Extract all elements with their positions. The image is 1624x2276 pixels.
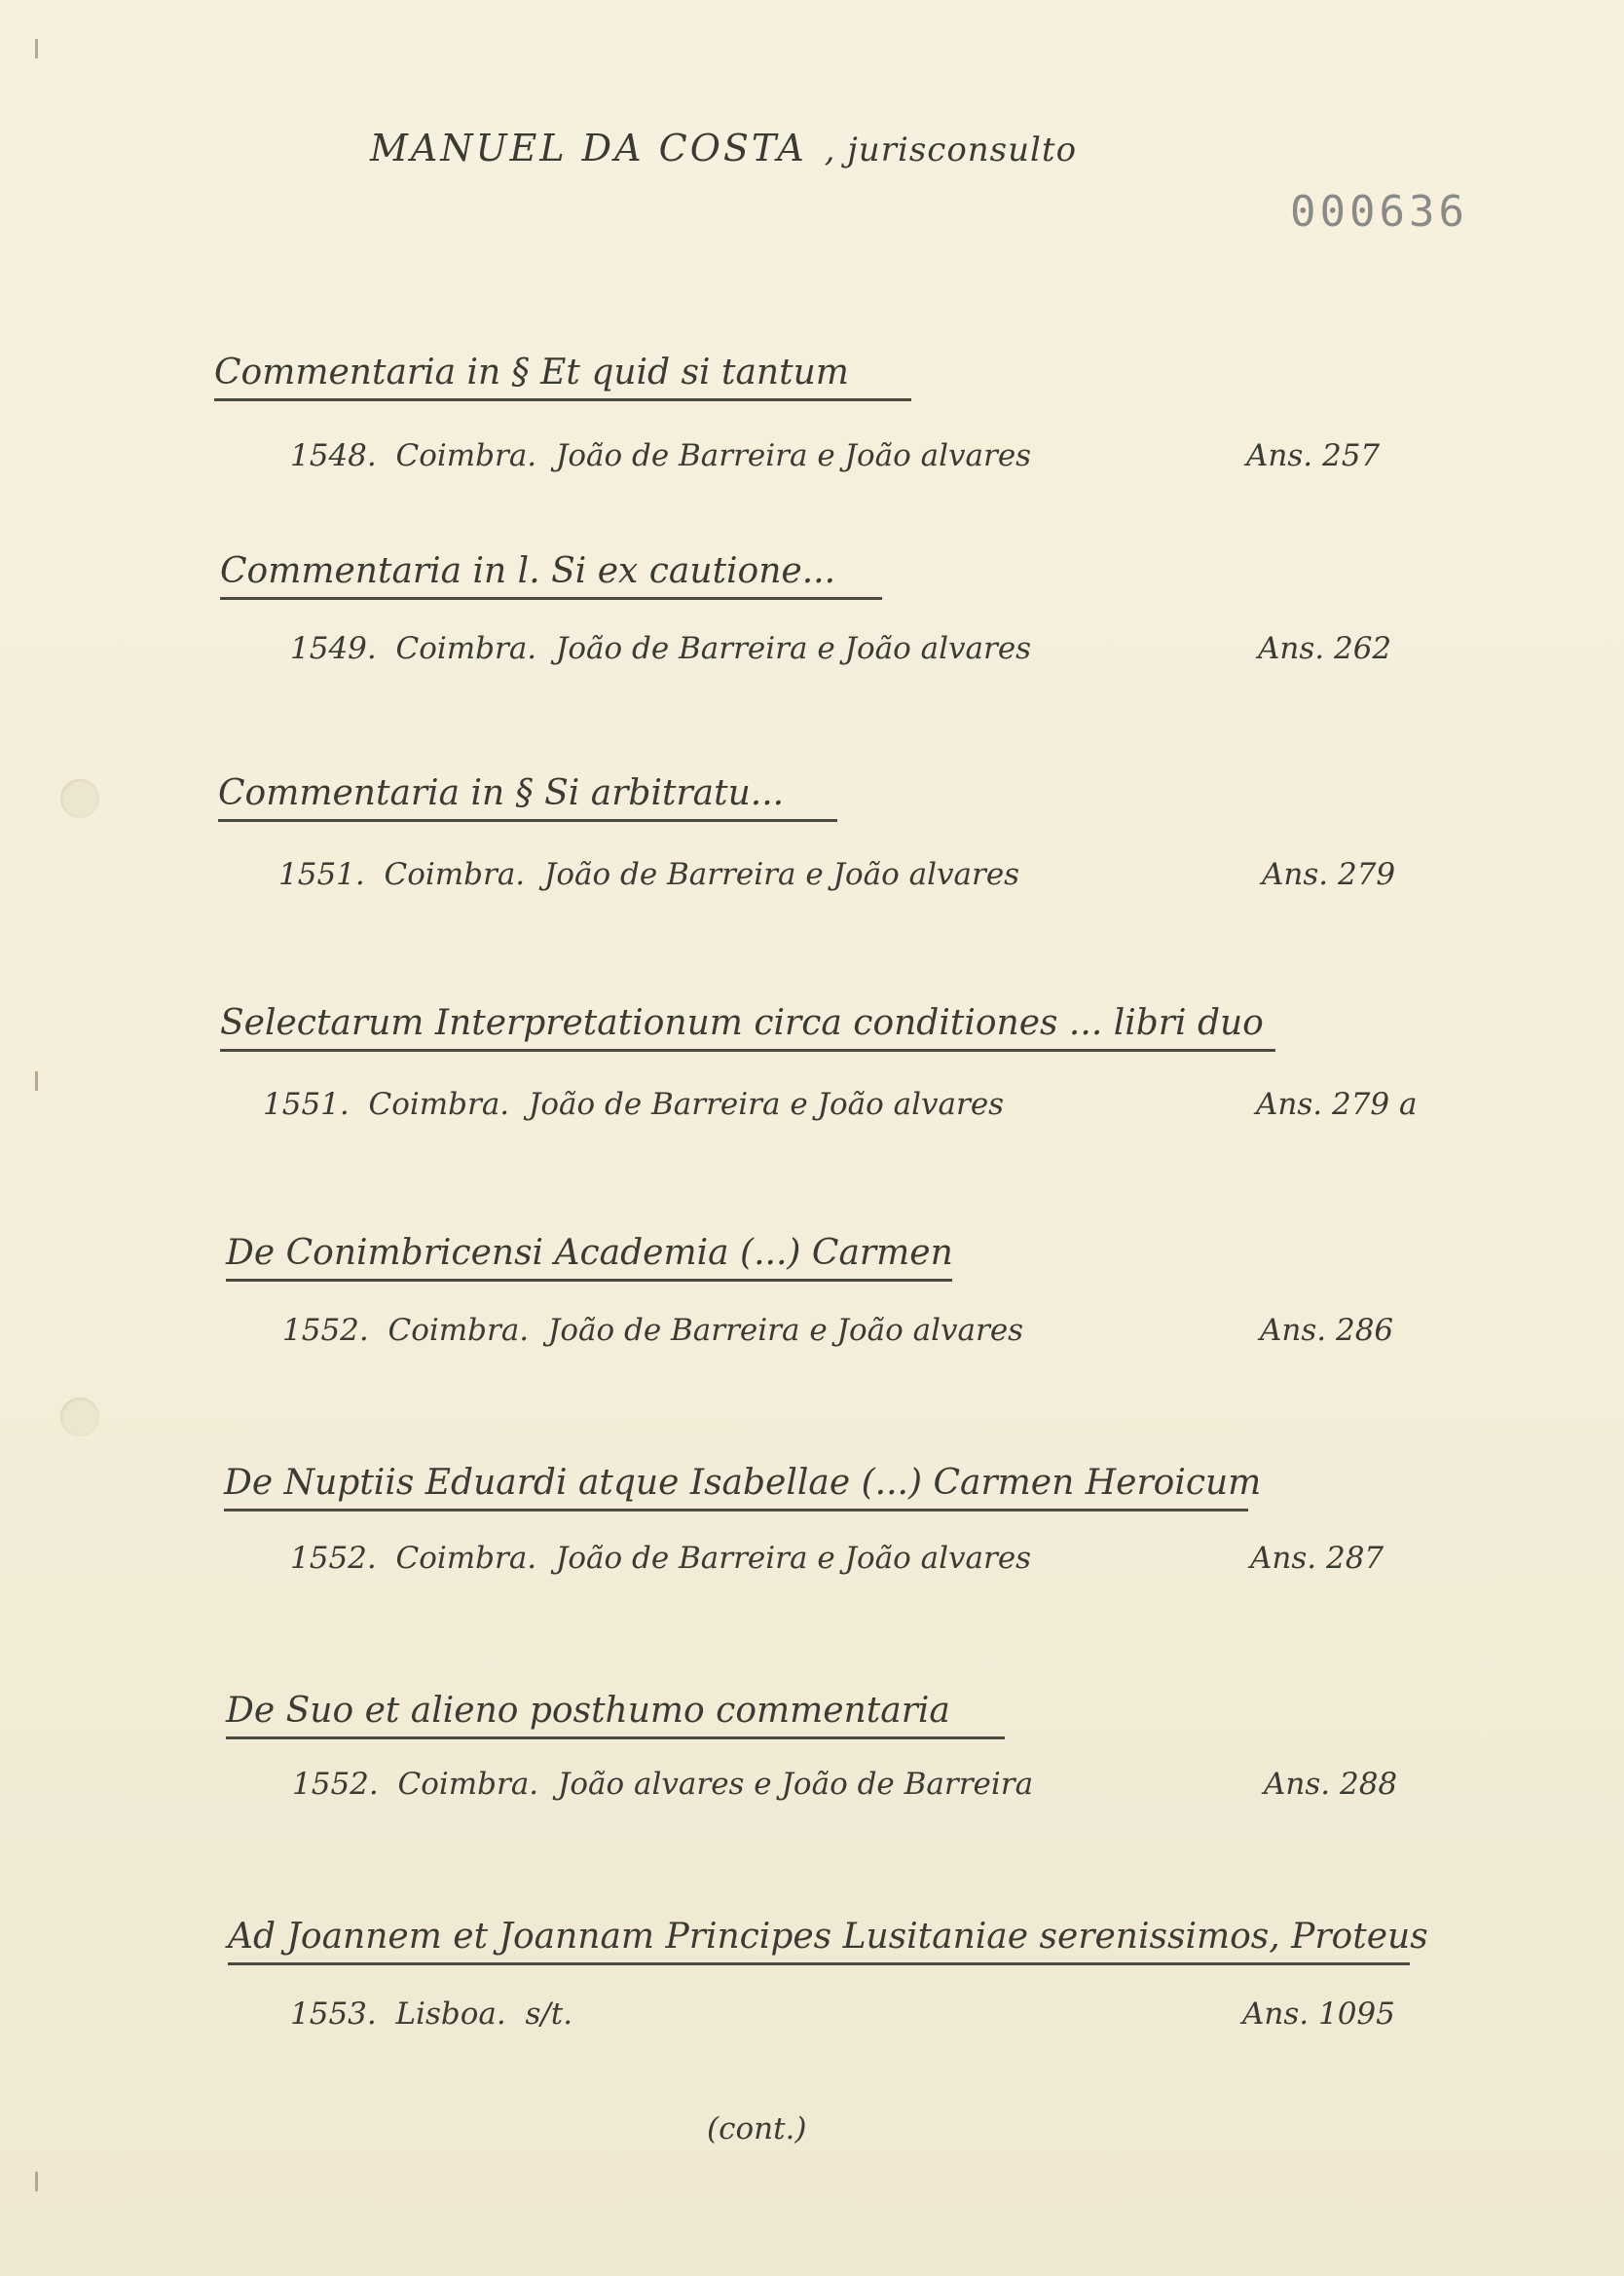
entry-place: Coimbra. (395, 1541, 537, 1576)
entry-shelfmark: Ans. 262 (1258, 631, 1392, 666)
punch-hole (60, 779, 99, 818)
entry-printers: João de Barreira e João alvares (547, 1313, 1024, 1348)
entry-title: De Suo et alieno posthumo commentaria (226, 1691, 1005, 1739)
entry-imprint (263, 1087, 1004, 1122)
entry-shelfmark: Ans. 288 (1264, 1767, 1398, 1802)
entry-place: Coimbra. (368, 1087, 510, 1122)
entry-place: Coimbra. (388, 1313, 530, 1348)
entry-place: Lisboa. (395, 1996, 506, 2032)
entry-year: 1549. (290, 631, 377, 666)
entry-year: 1548. (290, 438, 377, 473)
entry-printers: João de Barreira e João alvares (543, 857, 1020, 892)
entry-shelfmark: Ans. 257 (1246, 438, 1381, 473)
entry-imprint (290, 1996, 572, 2032)
document-number-stamp: 000636 (1290, 187, 1468, 237)
margin-mark (35, 39, 38, 58)
entry-imprint (290, 438, 1031, 473)
entry-year: 1551. (278, 857, 365, 892)
author-name: MANUEL DA COSTA (370, 127, 807, 169)
entry-shelfmark: Ans. 286 (1260, 1313, 1394, 1348)
entry-title: Ad Joannem et Joannam Principes Lusitaniae serenissimos, Proteus (228, 1917, 1410, 1965)
entry-title: Commentaria in l. Si ex cautione... (220, 551, 882, 600)
page-header (370, 127, 1077, 169)
entry-shelfmark: Ans. 287 (1250, 1541, 1384, 1576)
entry-place: Coimbra. (395, 438, 537, 473)
entry-title: De Conimbricensi Academia (...) Carmen (226, 1233, 952, 1282)
entry-printers: João de Barreira e João alvares (528, 1087, 1005, 1122)
entry-shelfmark: Ans. 279 (1262, 857, 1396, 892)
entry-year: 1552. (282, 1313, 369, 1348)
author-role: , jurisconsulto (824, 131, 1078, 169)
entry-printers: João de Barreira e João alvares (555, 438, 1032, 473)
entry-title: Selectarum Interpretationum circa conditiones ... libri duo (220, 1003, 1275, 1052)
entry-imprint (290, 631, 1031, 666)
entry-place: Coimbra. (395, 631, 537, 666)
entry-title: De Nuptiis Eduardi atque Isabellae (...) Carmen Heroicum (224, 1463, 1248, 1511)
entry-year: 1552. (290, 1541, 377, 1576)
entry-printers: João de Barreira e João alvares (555, 1541, 1032, 1576)
margin-mark (35, 2172, 38, 2191)
entry-imprint (292, 1767, 1033, 1802)
entry-imprint (290, 1541, 1031, 1576)
entry-year: 1552. (292, 1767, 379, 1802)
entry-place: Coimbra. (397, 1767, 539, 1802)
entry-year: 1551. (263, 1087, 350, 1122)
entry-place: Coimbra. (384, 857, 526, 892)
entry-title: Commentaria in § Et quid si tantum (214, 353, 911, 401)
entry-shelfmark: Ans. 279 a (1256, 1087, 1418, 1122)
margin-mark (35, 1071, 38, 1091)
entry-imprint (282, 1313, 1023, 1348)
entry-title: Commentaria in § Si arbitratu... (218, 773, 837, 822)
entry-printers: s/t. (525, 1996, 573, 2032)
entry-shelfmark: Ans. 1095 (1242, 1996, 1395, 2032)
entry-imprint (278, 857, 1019, 892)
entry-printers: João alvares e João de Barreira (557, 1767, 1034, 1802)
continuation-note: (cont.) (707, 2111, 807, 2146)
entry-year: 1553. (290, 1996, 377, 2032)
punch-hole (60, 1398, 99, 1436)
entry-printers: João de Barreira e João alvares (555, 631, 1032, 666)
